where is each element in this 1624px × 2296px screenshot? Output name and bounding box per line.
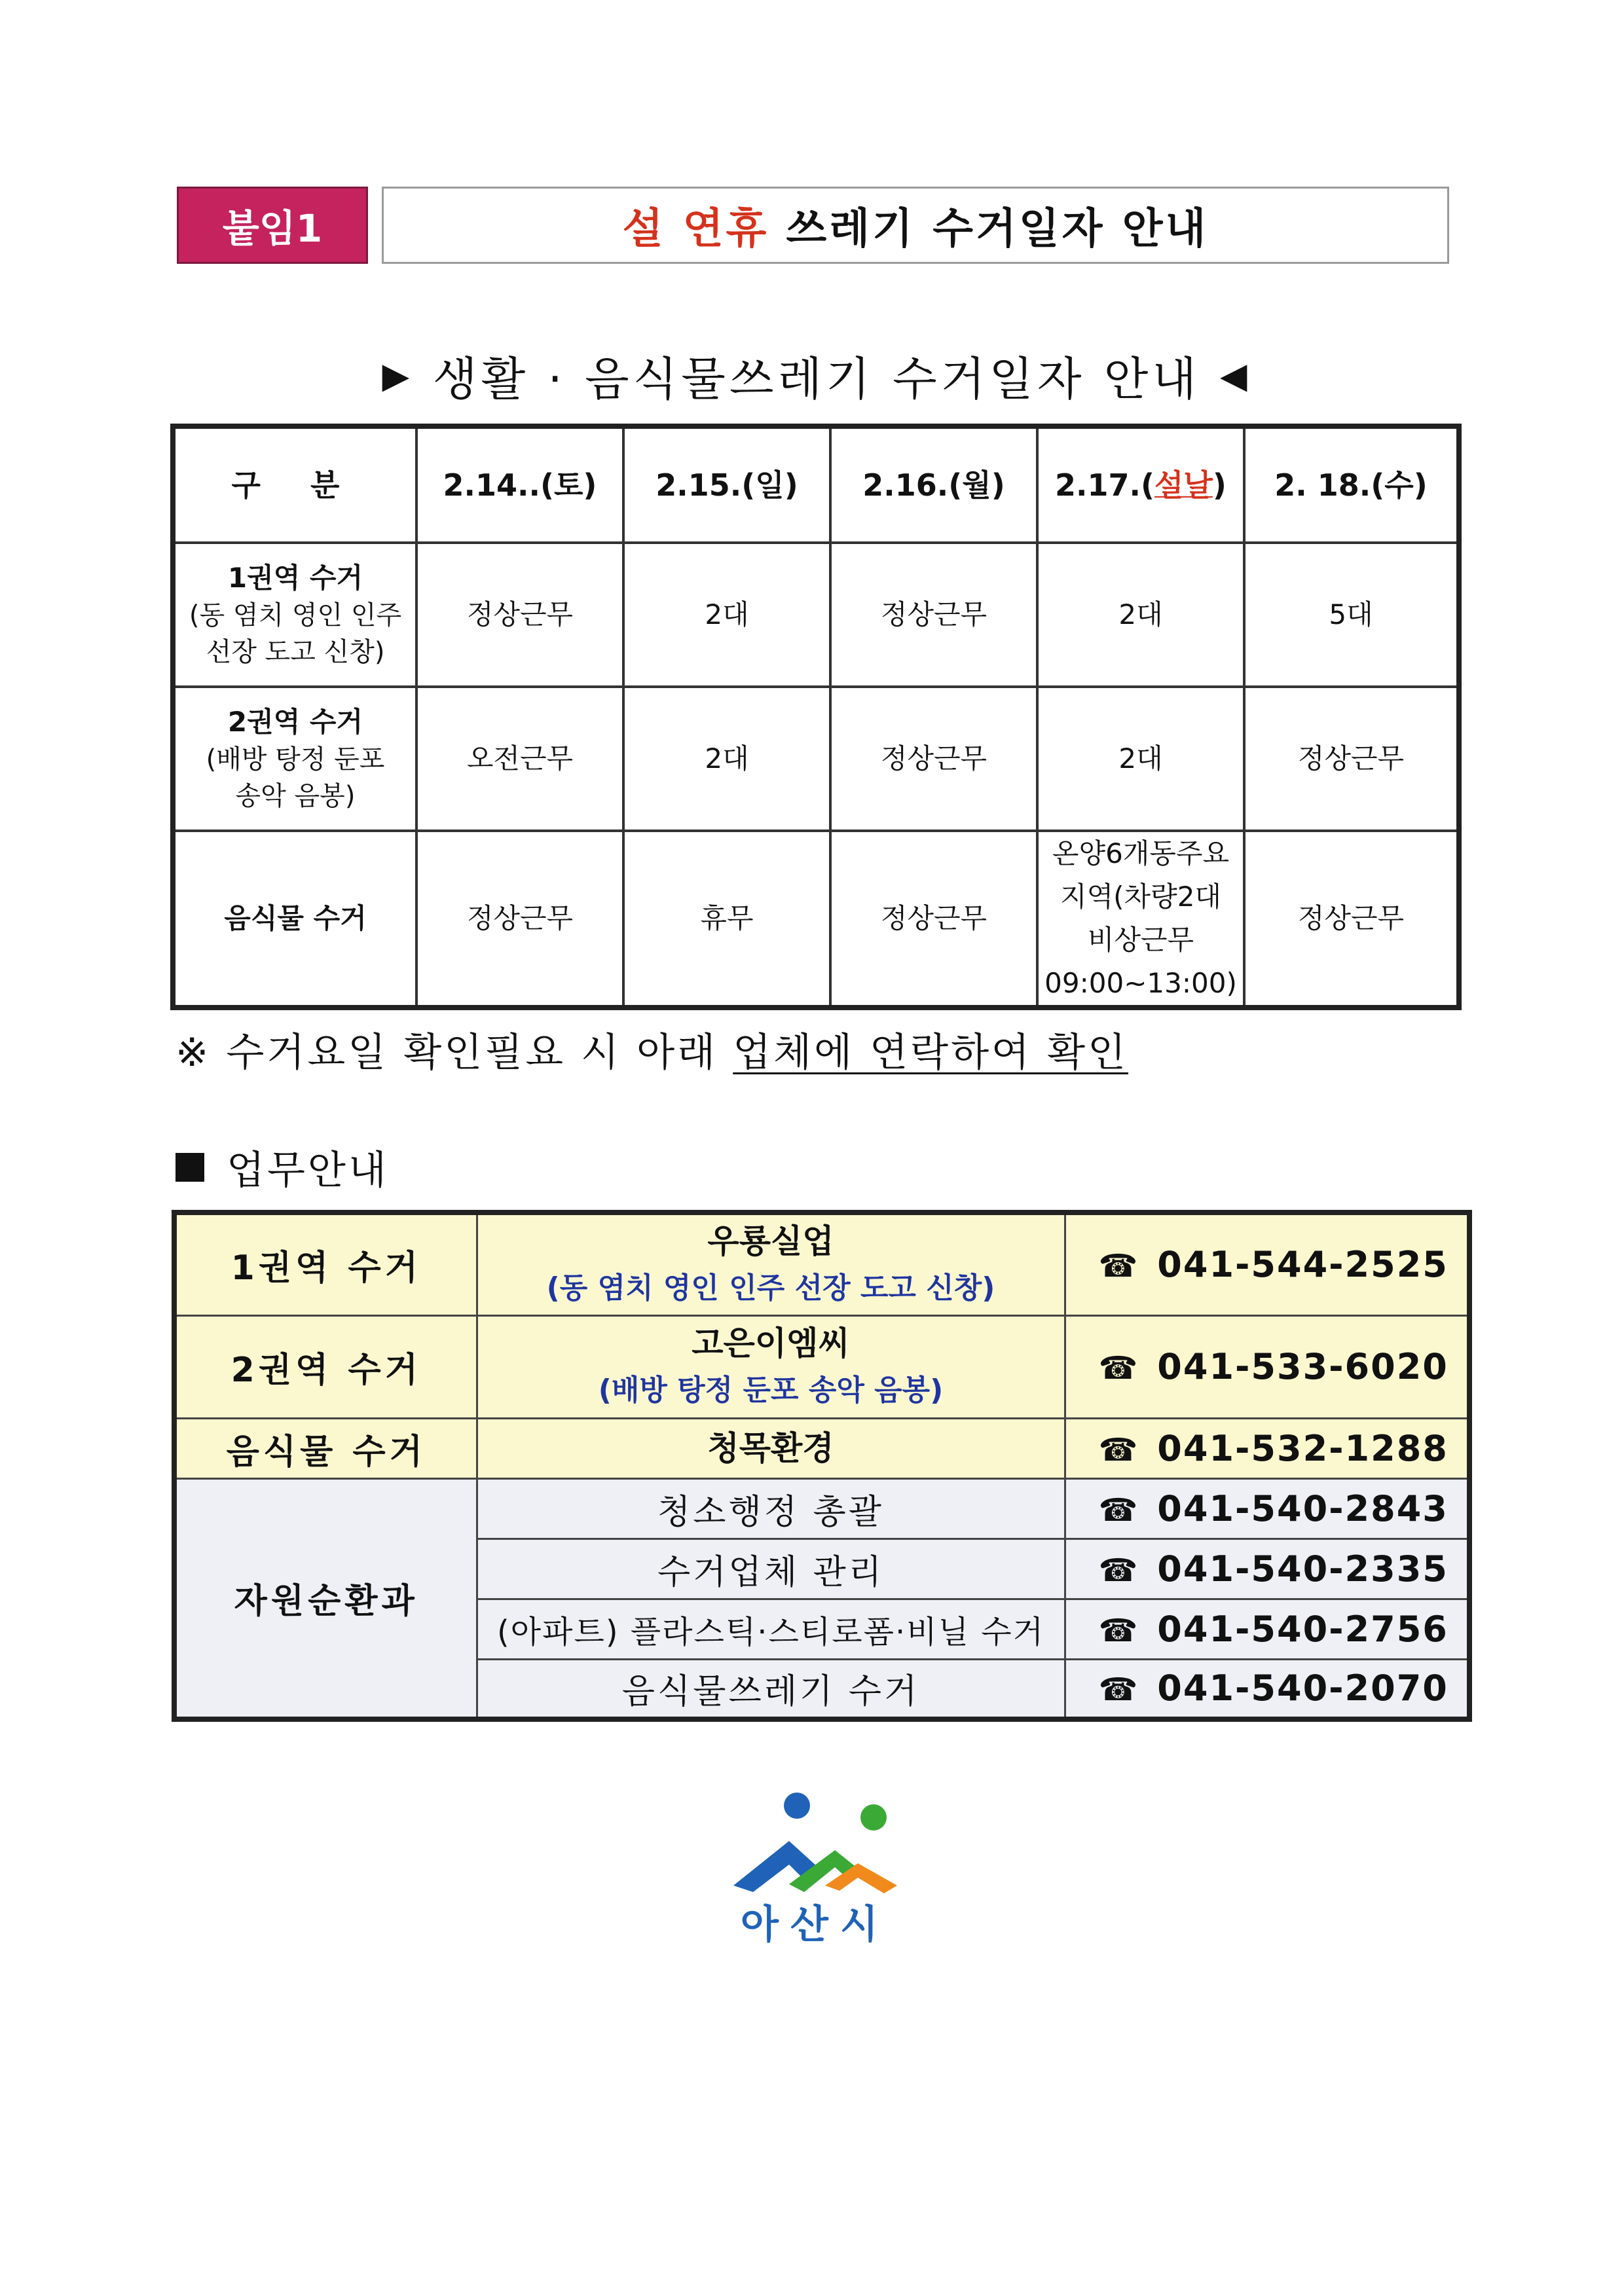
table-cell: 오전근무 [416, 687, 623, 831]
phone-number: 041-533-6020 [1157, 1346, 1449, 1387]
row-header [173, 831, 416, 1008]
attachment-label: 붙임1 [177, 187, 368, 264]
table-row [174, 1478, 1469, 1539]
company-area: (배방 탕정 둔포 송악 음봉) [598, 1373, 944, 1407]
table-row [174, 1212, 1469, 1315]
logo-text: 아산시 [741, 1902, 890, 1948]
logo-dot-blue [784, 1793, 810, 1819]
region-label: 음식물 수거 [174, 1418, 477, 1478]
note-underlined: 업체에 연락하여 확인 [733, 1030, 1128, 1076]
table-corner-cell: 구 분 [173, 426, 416, 543]
table-cell: 2대 [1037, 687, 1244, 831]
task-cell: 청소행정 총괄 [477, 1478, 1065, 1539]
company-area: (동 염치 영인 인주 선장 도고 신창) [546, 1271, 995, 1305]
table-header-row [173, 426, 1459, 543]
region-label: 1권역 수거 [174, 1212, 477, 1315]
company-name: 청목환경 [707, 1429, 834, 1467]
section-title-schedule [177, 339, 1456, 411]
phone-cell [1065, 1418, 1469, 1478]
dept-label: 자원순환과 [174, 1478, 477, 1719]
phone-cell [1065, 1315, 1469, 1418]
phone-number: 041-540-2756 [1157, 1608, 1449, 1650]
table-cell: 정상근무 [416, 543, 623, 687]
table-row [173, 831, 1459, 1008]
table-cell: 2대 [1037, 543, 1244, 687]
row-header [173, 543, 416, 687]
phone-cell [1065, 1539, 1469, 1599]
table-cell: 정상근무 [830, 543, 1037, 687]
phone-icon: ☎ [1098, 1491, 1139, 1529]
phone-cell [1065, 1599, 1469, 1659]
phone-cell [1065, 1659, 1469, 1719]
company-cell [477, 1418, 1065, 1478]
date-header: 2.15.(일) [623, 426, 830, 543]
company-cell [477, 1315, 1065, 1418]
note-text [175, 1021, 1128, 1078]
phone-number: 041-540-2843 [1157, 1487, 1449, 1529]
table-row [174, 1315, 1469, 1418]
row-header [173, 687, 416, 831]
phone-icon: ☎ [1098, 1431, 1139, 1468]
phone-cell [1065, 1478, 1469, 1539]
table-row [173, 543, 1459, 687]
table-row [174, 1418, 1469, 1478]
task-cell: (아파트) 플라스틱·스티로폼·비닐 수거 [477, 1599, 1065, 1659]
table-cell: 2대 [623, 543, 830, 687]
special-line: 온양6개동주요 [1052, 837, 1230, 869]
row-header-sub: 선장 도고 신창) [206, 636, 385, 667]
date-header-suffix: ) [1212, 467, 1227, 503]
title-highlight: 설 연휴 [622, 205, 769, 253]
row-header-sub: (동 염치 영인 인주 [189, 600, 402, 630]
holiday-label: 설날 [1154, 467, 1213, 503]
contact-table [172, 1210, 1472, 1722]
special-line: 09:00~13:00) [1044, 967, 1237, 999]
company-name: 고은이엠씨 [692, 1324, 850, 1362]
table-cell: 정상근무 [416, 831, 623, 1008]
phone-icon: ☎ [1098, 1552, 1139, 1589]
special-line: 비상근무 [1087, 924, 1194, 956]
title-rest: 쓰레기 수거일자 안내 [786, 205, 1209, 253]
phone-number: 041-540-2070 [1157, 1667, 1449, 1709]
row-header-title: 2권역 수거 [227, 705, 363, 738]
phone-icon: ☎ [1098, 1350, 1139, 1387]
table-cell: 정상근무 [1244, 687, 1459, 831]
phone-number: 041-532-1288 [1157, 1427, 1449, 1469]
phone-icon: ☎ [1098, 1671, 1139, 1709]
table-cell: 정상근무 [830, 687, 1037, 831]
date-header: 2. 18.(수) [1244, 426, 1459, 543]
row-header-title: 1권역 수거 [227, 561, 363, 594]
row-header-sub: 송악 음봉) [235, 780, 356, 811]
date-header-text: 2.17.( [1055, 467, 1155, 503]
table-cell: 5대 [1244, 543, 1459, 687]
task-cell: 음식물쓰레기 수거 [477, 1659, 1065, 1719]
table-cell: 정상근무 [830, 831, 1037, 1008]
triangle-right-icon: ▶ [382, 354, 414, 396]
row-header-title: 음식물 수거 [224, 902, 367, 934]
phone-icon: ☎ [1098, 1248, 1139, 1285]
table-row [173, 687, 1459, 831]
date-header: 2.14..(토) [416, 426, 623, 543]
logo-dot-green [860, 1804, 887, 1831]
section-title-contacts [175, 1139, 389, 1195]
section-title-text: 업무안내 [227, 1148, 389, 1194]
date-header-holiday [1037, 426, 1244, 543]
phone-icon: ☎ [1098, 1612, 1139, 1649]
section-title-text: 생활 · 음식물쓰레기 수거일자 안내 [433, 352, 1200, 406]
table-cell-special [1037, 831, 1244, 1008]
phone-cell [1065, 1212, 1469, 1315]
date-header: 2.16.(월) [830, 426, 1037, 543]
table-cell: 정상근무 [1244, 831, 1459, 1008]
region-label: 2권역 수거 [174, 1315, 477, 1418]
special-line: 지역(차량2대 [1060, 881, 1221, 913]
page-title [382, 187, 1449, 264]
company-cell [477, 1212, 1065, 1315]
company-name: 우룡실업 [707, 1222, 834, 1260]
note-prefix: ※ 수거요일 확인필요 시 아래 [175, 1030, 733, 1076]
table-cell: 휴무 [623, 831, 830, 1008]
row-header-sub: (배방 탕정 둔포 [206, 744, 385, 774]
task-cell: 수거업체 관리 [477, 1539, 1065, 1599]
phone-number: 041-544-2525 [1157, 1244, 1449, 1286]
square-bullet-icon [175, 1153, 204, 1182]
schedule-table [170, 424, 1462, 1010]
phone-number: 041-540-2335 [1157, 1548, 1449, 1590]
triangle-left-icon: ◀ [1219, 354, 1251, 396]
table-cell: 2대 [623, 687, 830, 831]
